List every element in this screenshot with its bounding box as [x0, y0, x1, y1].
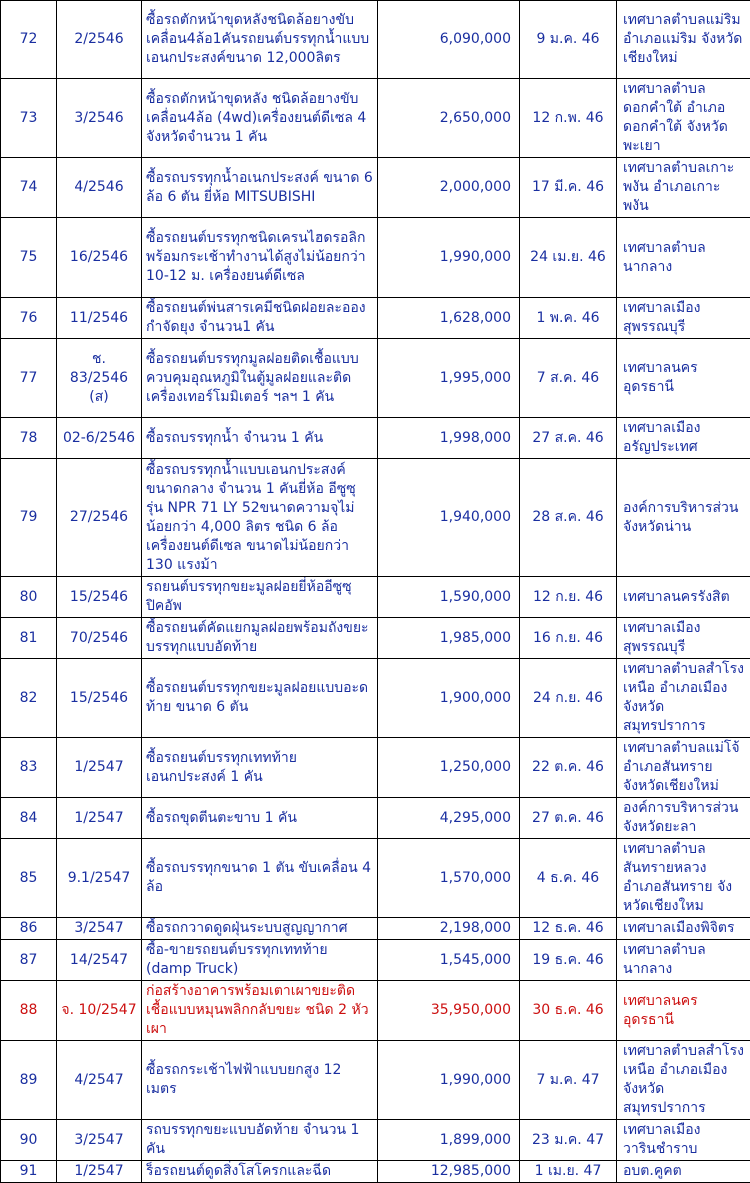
item-description: ซื้อรถยนต์บรรทุกมูลฝอยติดเชื้อแบบควบคุมอุณหภูมิในตู้มูลฝอยและติดเครื่องเทอร์โมมิเตอร์ ฯลฯ 1 คัน [142, 339, 378, 418]
agency: องค์การบริหารส่วนจังหวัดยะลา [617, 798, 750, 839]
date: 12 ธ.ค. 46 [520, 918, 617, 940]
agency: เทศบาลตำบลสันทรายหลวง อำเภอสันทราย จังหวัดเชียงใหม [617, 839, 750, 918]
amount: 2,650,000 [378, 79, 520, 158]
agency: เทศบาลตำบลดอกคำใต้ อำเภอดอกคำใต้ จังหวัดพะเยา [617, 79, 750, 158]
row-number: 84 [1, 798, 57, 839]
table-row [1, 839, 750, 918]
amount: 1,990,000 [378, 1041, 520, 1120]
table-row [1, 1041, 750, 1120]
table-row [1, 940, 750, 981]
contract-ref: 4/2546 [57, 158, 142, 218]
agency: เทศบาลเมืองสุพรรณบุรี [617, 618, 750, 659]
date: 24 เม.ย. 46 [520, 218, 617, 298]
amount: 1,985,000 [378, 618, 520, 659]
agency: เทศบาลตำบลนากลาง [617, 218, 750, 298]
amount: 12,985,000 [378, 1161, 520, 1183]
row-number: 78 [1, 418, 57, 459]
table-row [1, 459, 750, 577]
amount: 1,570,000 [378, 839, 520, 918]
amount: 1,545,000 [378, 940, 520, 981]
agency: เทศบาลตำบลแม่โจ้ อำเภอสันทราย จังหวัดเชียงใหม่ [617, 738, 750, 798]
amount: 1,990,000 [378, 218, 520, 298]
table-row [1, 79, 750, 158]
contract-ref: 9.1/2547 [57, 839, 142, 918]
agency: เทศบาลเมืองอรัญประเทศ [617, 418, 750, 459]
row-number: 88 [1, 981, 57, 1041]
amount: 4,295,000 [378, 798, 520, 839]
contract-ref: 02-6/2546 [57, 418, 142, 459]
item-description: ก่อสร้างอาคารพร้อมเตาเผาขยะติดเชื้อแบบหมุนพลิกกลับขยะ ชนิด 2 หัวเผา [142, 981, 378, 1041]
table-row [1, 659, 750, 738]
item-description: ซื้อรถบรรทุกน้ำอเนกประสงค์ ขนาด 6 ล้อ 6 ตัน ยี่ห้อ MITSUBISHI [142, 158, 378, 218]
row-number: 80 [1, 577, 57, 618]
date: 4 ธ.ค. 46 [520, 839, 617, 918]
item-description: ซื้อรถตักหน้าขุดหลัง ชนิดล้อยางขับเคลื่อน4ล้อ (4wd)เครื่องยนต์ดีเซล 4 จังหวัดจำนวน 1 คัน [142, 79, 378, 158]
date: 1 เม.ย. 47 [520, 1161, 617, 1183]
contract-ref: 16/2546 [57, 218, 142, 298]
agency: องค์การบริหารส่วนจังหวัดน่าน [617, 459, 750, 577]
contract-ref: 27/2546 [57, 459, 142, 577]
table-row [1, 298, 750, 339]
date: 16 ก.ย. 46 [520, 618, 617, 659]
table-row [1, 618, 750, 659]
amount: 6,090,000 [378, 1, 520, 79]
date: 17 มี.ค. 46 [520, 158, 617, 218]
agency: เทศบาลตำบลนากลาง [617, 940, 750, 981]
amount: 35,950,000 [378, 981, 520, 1041]
contract-ref: 4/2547 [57, 1041, 142, 1120]
amount: 2,000,000 [378, 158, 520, 218]
agency: เทศบาลตำบลเกาะพงัน อำเภอเกาะพงัน [617, 158, 750, 218]
item-description: รถยนต์บรรทุกขยะมูลฝอยยี่ห้ออีซูซุ ปิคอัพ [142, 577, 378, 618]
contract-ref: จ. 10/2547 [57, 981, 142, 1041]
row-number: 82 [1, 659, 57, 738]
table-row [1, 418, 750, 459]
date: 30 ธ.ค. 46 [520, 981, 617, 1041]
date: 7 ส.ค. 46 [520, 339, 617, 418]
item-description: ซื้อรถตักหน้าขุดหลังชนิดล้อยางขับเคลื่อน4ล้อ1คันรถยนต์บรรทุกน้ำแบบเอนกประสงค์ขนาด 12,000ลิตร [142, 1, 378, 79]
date: 9 ม.ค. 46 [520, 1, 617, 79]
contract-ref: 11/2546 [57, 298, 142, 339]
agency: อบต.คูคต [617, 1161, 750, 1183]
row-number: 85 [1, 839, 57, 918]
agency: เทศบาลตำบลแม่ริม อำเภอแม่ริม จังหวัดเชียงใหม่ [617, 1, 750, 79]
contract-ref: 15/2546 [57, 659, 142, 738]
agency: เทศบาลนครอุดรธานี [617, 981, 750, 1041]
amount: 1,590,000 [378, 577, 520, 618]
item-description: ซื้อรถยนต์คัดแยกมูลฝอยพร้อมถังขยะบรรทุกแบบอัดท้าย [142, 618, 378, 659]
agency: เทศบาลเมืองวารินชำราบ [617, 1120, 750, 1161]
row-number: 73 [1, 79, 57, 158]
item-description: ซื้อรถกวาดดูดฝุ่นระบบสูญญากาศ [142, 918, 378, 940]
date: 19 ธ.ค. 46 [520, 940, 617, 981]
contract-ref: 15/2546 [57, 577, 142, 618]
date: 1 พ.ค. 46 [520, 298, 617, 339]
date: 27 ต.ค. 46 [520, 798, 617, 839]
row-number: 83 [1, 738, 57, 798]
amount: 1,250,000 [378, 738, 520, 798]
agency: เทศบาลเมืองสุพรรณบุรี [617, 298, 750, 339]
row-number: 81 [1, 618, 57, 659]
table-row [1, 738, 750, 798]
row-number: 86 [1, 918, 57, 940]
date: 7 ม.ค. 47 [520, 1041, 617, 1120]
contract-ref: 2/2546 [57, 1, 142, 79]
amount: 1,900,000 [378, 659, 520, 738]
table-row [1, 218, 750, 298]
table-row [1, 1120, 750, 1161]
agency: เทศบาลตำบลสำโรงเหนือ อำเภอเมืองจังหวัดสมุทรปราการ [617, 659, 750, 738]
row-number: 75 [1, 218, 57, 298]
item-description: รถบรรทุกขยะแบบอัดท้าย จำนวน 1 คัน [142, 1120, 378, 1161]
item-description: ซื้อรถบรรทุกน้ำแบบเอนกประสงค์ขนาดกลาง จำนวน 1 คันยี่ห้อ อีซูซุ รุ่น NPR 71 LY 52ขนาดความจุไม่น้อยกว่า 4,000 ลิตร ชนิด 6 ล้อเครื่องยนต์ดีเซล ขนาดไม่น้อยกว่า 130 แรงม้า [142, 459, 378, 577]
table-row [1, 158, 750, 218]
table-row [1, 1161, 750, 1183]
amount: 1,628,000 [378, 298, 520, 339]
contract-ref: 3/2547 [57, 1120, 142, 1161]
item-description: ซื้อรถยนต์บรรทุกเททท้ายเอนกประสงค์ 1 คัน [142, 738, 378, 798]
row-number: 87 [1, 940, 57, 981]
amount: 1,940,000 [378, 459, 520, 577]
date: 12 ก.พ. 46 [520, 79, 617, 158]
row-number: 72 [1, 1, 57, 79]
agency: เทศบาลนครรังสิต [617, 577, 750, 618]
date: 24 ก.ย. 46 [520, 659, 617, 738]
row-number: 74 [1, 158, 57, 218]
item-description: ซื้อรถขุดตีนตะขาบ 1 คัน [142, 798, 378, 839]
contract-ref: 1/2547 [57, 798, 142, 839]
contract-ref: 1/2547 [57, 738, 142, 798]
date: 23 ม.ค. 47 [520, 1120, 617, 1161]
row-number: 90 [1, 1120, 57, 1161]
amount: 1,998,000 [378, 418, 520, 459]
row-number: 76 [1, 298, 57, 339]
agency: เทศบาลตำบลสำโรงเหนือ อำเภอเมืองจังหวัดสมุทรปราการ [617, 1041, 750, 1120]
contract-ref: 70/2546 [57, 618, 142, 659]
table-row [1, 918, 750, 940]
item-description: ซื้อรถยนต์บรรทุกขยะมูลฝอยแบบอะดท้าย ขนาด 6 ตัน [142, 659, 378, 738]
item-description: ซื้อรถบรรทุกขนาด 1 ตัน ขับเคลื่อน 4 ล้อ [142, 839, 378, 918]
contract-ref: ช. 83/2546 (ส) [57, 339, 142, 418]
item-description: ซื้อรถบรรทุกน้ำ จำนวน 1 คัน [142, 418, 378, 459]
date: 28 ส.ค. 46 [520, 459, 617, 577]
table-row [1, 577, 750, 618]
agency: เทศบาลนครอุดรธานี [617, 339, 750, 418]
contract-ref: 3/2546 [57, 79, 142, 158]
row-number: 91 [1, 1161, 57, 1183]
row-number: 89 [1, 1041, 57, 1120]
item-description: ซื้อ-ขายรถยนต์บรรทุกเททท้าย (damp Truck) [142, 940, 378, 981]
agency: เทศบาลเมืองพิจิตร [617, 918, 750, 940]
item-description: ร็อรถยนต์ดูดสิ่งโสโครกและฉีด [142, 1161, 378, 1183]
table-row [1, 1, 750, 79]
contract-ref: 14/2547 [57, 940, 142, 981]
table-body [1, 1, 750, 1183]
table-row-highlighted [1, 981, 750, 1041]
contract-ref: 1/2547 [57, 1161, 142, 1183]
row-number: 77 [1, 339, 57, 418]
date: 12 ก.ย. 46 [520, 577, 617, 618]
item-description: ซื้อรถยนต์บรรทุกชนิดเครนไฮดรอลิก พร้อมกระเช้าทำงานได้สูงไม่น้อยกว่า 10-12 ม. เครื่องยนต์ดีเซล [142, 218, 378, 298]
item-description: ซื้อรถกระเช้าไฟฟ้าแบบยกสูง 12 เมตร [142, 1041, 378, 1120]
amount: 1,899,000 [378, 1120, 520, 1161]
table-row [1, 339, 750, 418]
amount: 2,198,000 [378, 918, 520, 940]
date: 27 ส.ค. 46 [520, 418, 617, 459]
date: 22 ต.ค. 46 [520, 738, 617, 798]
table-row [1, 798, 750, 839]
item-description: ซื้อรถยนต์พ่นสารเคมีชนิดฝอยละอองกำจัดยุง จำนวน1 คัน [142, 298, 378, 339]
amount: 1,995,000 [378, 339, 520, 418]
contract-ref: 3/2547 [57, 918, 142, 940]
row-number: 79 [1, 459, 57, 577]
